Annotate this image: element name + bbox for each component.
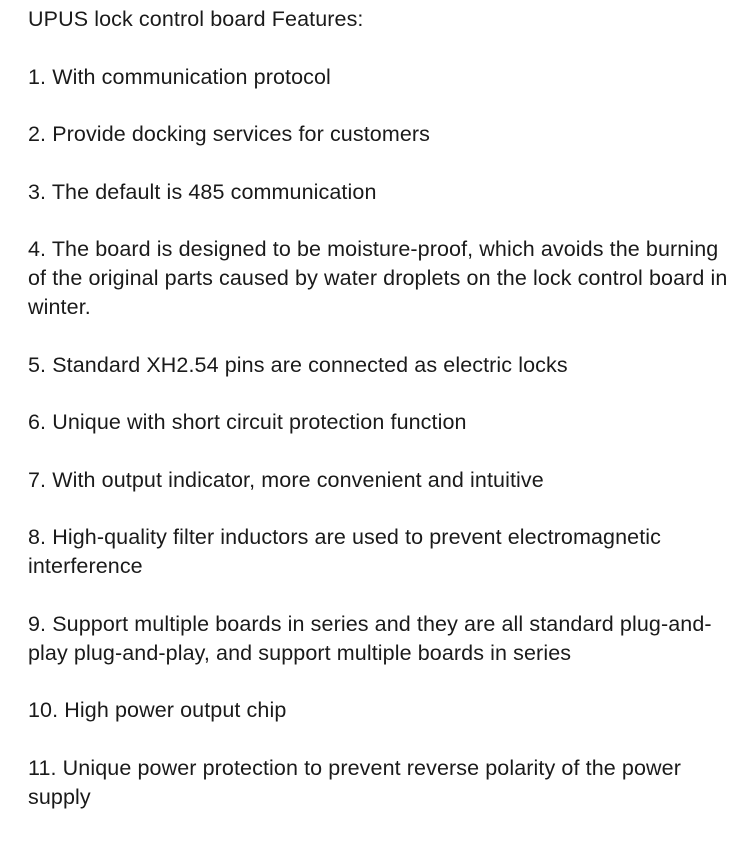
feature-item-3: 3. The default is 485 communication (28, 179, 377, 204)
features-heading: UPUS lock control board Features: (28, 7, 364, 31)
feature-item-8: 8. High-quality filter inductors are used to prevent electromagnetic interference (28, 525, 662, 579)
feature-item-1: 1. With communication protocol (28, 64, 331, 89)
feature-item-2: 2. Provide docking services for customers (28, 122, 431, 147)
features-list (28, 63, 730, 812)
feature-item-5: 5. Standard XH2.54 pins are connected as electric locks (28, 352, 568, 377)
feature-item-4: 4. The board is designed to be moisture-proof, which avoids the burning of the original parts caused by water droplets on the lock control board in winter. (28, 237, 728, 319)
feature-item-10: 10. High power output chip (28, 698, 287, 723)
feature-item-7: 7. With output indicator, more convenient and intuitive (28, 467, 544, 492)
feature-item-9: 9. Support multiple boards in series and they are all standard plug-and-play plug-and-play, and support multiple boards in series (28, 611, 712, 665)
feature-item-6: 6. Unique with short circuit protection function (28, 410, 467, 435)
feature-item-11: 11. Unique power protection to prevent reverse polarity of the power supply (28, 755, 681, 809)
